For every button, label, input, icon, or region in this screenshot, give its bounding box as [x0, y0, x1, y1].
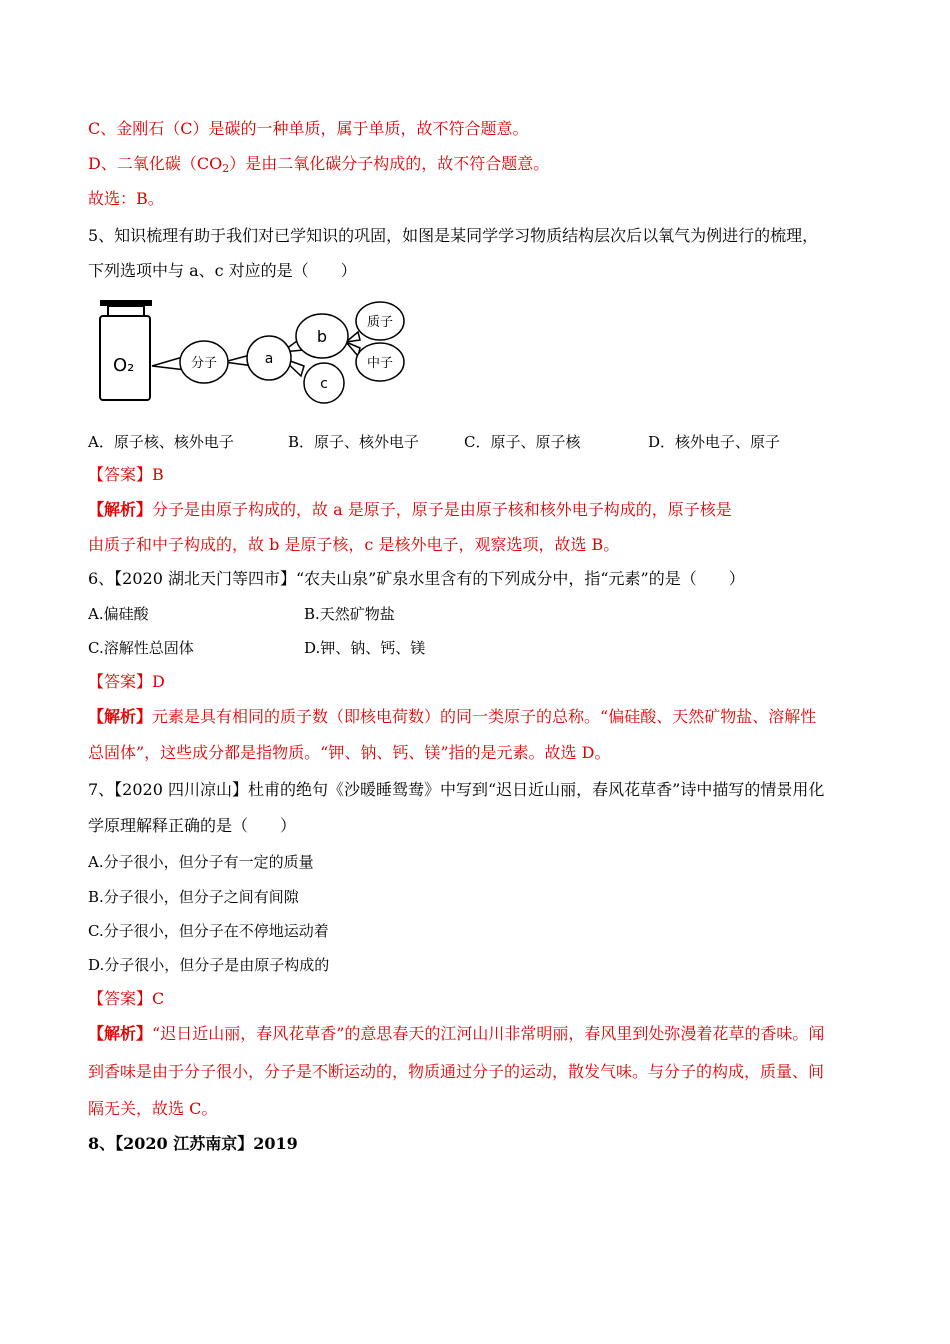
q6-analysis-text1: 元素是具有相同的质子数（即核电荷数）的同一类原子的总称。“偏硅酸、天然矿物盐、溶解性 — [152, 707, 817, 726]
q5-analysis-line1 — [88, 499, 732, 521]
q5-option-a: A．原子核、核外电子 — [88, 433, 234, 451]
q7-option-b: B.分子很小，但分子之间有间隙 — [88, 888, 299, 906]
q6-analysis-line1 — [88, 706, 816, 728]
q5-stem-line1: 5、知识梳理有助于我们对已学知识的巩固，如图是某同学学习物质结构层次后以氧气为例进行的梳理， — [88, 226, 819, 245]
q6-option-d: D.钾、钠、钙、镁 — [304, 639, 426, 657]
q6-analysis-line2: 总固体”，这些成分都是指物质。“钾、钠、钙、镁”指的是元素。故选 D。 — [88, 743, 611, 762]
q7-analysis-line1 — [88, 1023, 824, 1045]
oxygen-structure-diagram — [96, 298, 416, 408]
q5-analysis-line2: 由质子和中子构成的，故 b 是原子核，c 是核外电子，观察选项，故选 B。 — [88, 535, 620, 554]
oxygen-bottle-icon — [100, 300, 152, 400]
q7-option-c: C.分子很小，但分子在不停地运动着 — [88, 922, 329, 940]
q4-option-d-subscript: 2 — [222, 162, 230, 175]
q4-conclusion: 故选：B。 — [88, 189, 164, 208]
q6-option-b: B.天然矿物盐 — [304, 605, 395, 623]
q4-option-d-prefix: D、二氧化碳（CO — [88, 154, 223, 173]
q6-analysis-tag: 【解析】 — [88, 707, 153, 726]
q7-stem-line2: 学原理解释正确的是（ ） — [88, 816, 297, 835]
q7-option-a: A.分子很小，但分子有一定的质量 — [88, 853, 314, 871]
q6-option-c: C.溶解性总固体 — [88, 639, 194, 657]
q6-stem: 6、【2020 湖北天门等四市】“农夫山泉”矿泉水里含有的下列成分中，指“元素”的是（ ） — [88, 569, 745, 588]
q8-stem: 8、【2020 江苏南京】2019 — [88, 1134, 298, 1153]
q5-analysis-text1: 分子是由原子构成的，故 a 是原子，原子是由原子核和核外电子构成的，原子核是 — [152, 500, 732, 519]
q5-stem-line2: 下列选项中与 a、c 对应的是（ ） — [88, 261, 357, 280]
q7-analysis-line2: 到香味是由于分子很小，分子是不断运动的，物质通过分子的运动，散发气味。与分子的构成，质量、间 — [88, 1062, 825, 1081]
q7-analysis-line3: 隔无关，故选 C。 — [88, 1099, 218, 1118]
q5-answer: 【答案】B — [88, 465, 164, 484]
q6-option-a: A.偏硅酸 — [88, 605, 149, 623]
q5-analysis-tag: 【解析】 — [88, 500, 153, 519]
node-a-label: a — [264, 351, 274, 367]
q4-option-d-suffix: ）是由二氧化碳分子构成的，故不符合题意。 — [229, 154, 550, 173]
q6-answer: 【答案】D — [88, 672, 165, 691]
q7-stem-line1: 7、【2020 四川凉山】杜甫的绝句《沙暖睡鸳鸯》中写到“迟日近山丽，春风花草香”诗中描写的情景用化 — [88, 780, 825, 799]
neutron-label: 中子 — [366, 356, 394, 371]
node-b-label: b — [316, 327, 328, 346]
q4-option-c-explanation: C、金刚石（C）是碳的一种单质，属于单质，故不符合题意。 — [88, 119, 529, 138]
bottle-label: O₂ — [113, 355, 135, 376]
q7-analysis-tag: 【解析】 — [88, 1024, 153, 1043]
q7-analysis-text1: “迟日近山丽，春风花草香”的意思春天的江河山川非常明丽，春风里到处弥漫着花草的香味。闻 — [152, 1024, 825, 1043]
q7-option-d: D.分子很小，但分子是由原子构成的 — [88, 956, 330, 974]
q5-option-c: C．原子、原子核 — [464, 433, 581, 451]
molecule-label: 分子 — [190, 356, 218, 371]
q7-answer: 【答案】C — [88, 989, 165, 1008]
q4-option-d-explanation — [88, 153, 549, 175]
node-c-label: c — [320, 376, 328, 392]
q5-option-d: D．核外电子、原子 — [648, 433, 781, 451]
proton-label: 质子 — [366, 315, 394, 330]
q5-option-b: B．原子、核外电子 — [288, 433, 420, 451]
